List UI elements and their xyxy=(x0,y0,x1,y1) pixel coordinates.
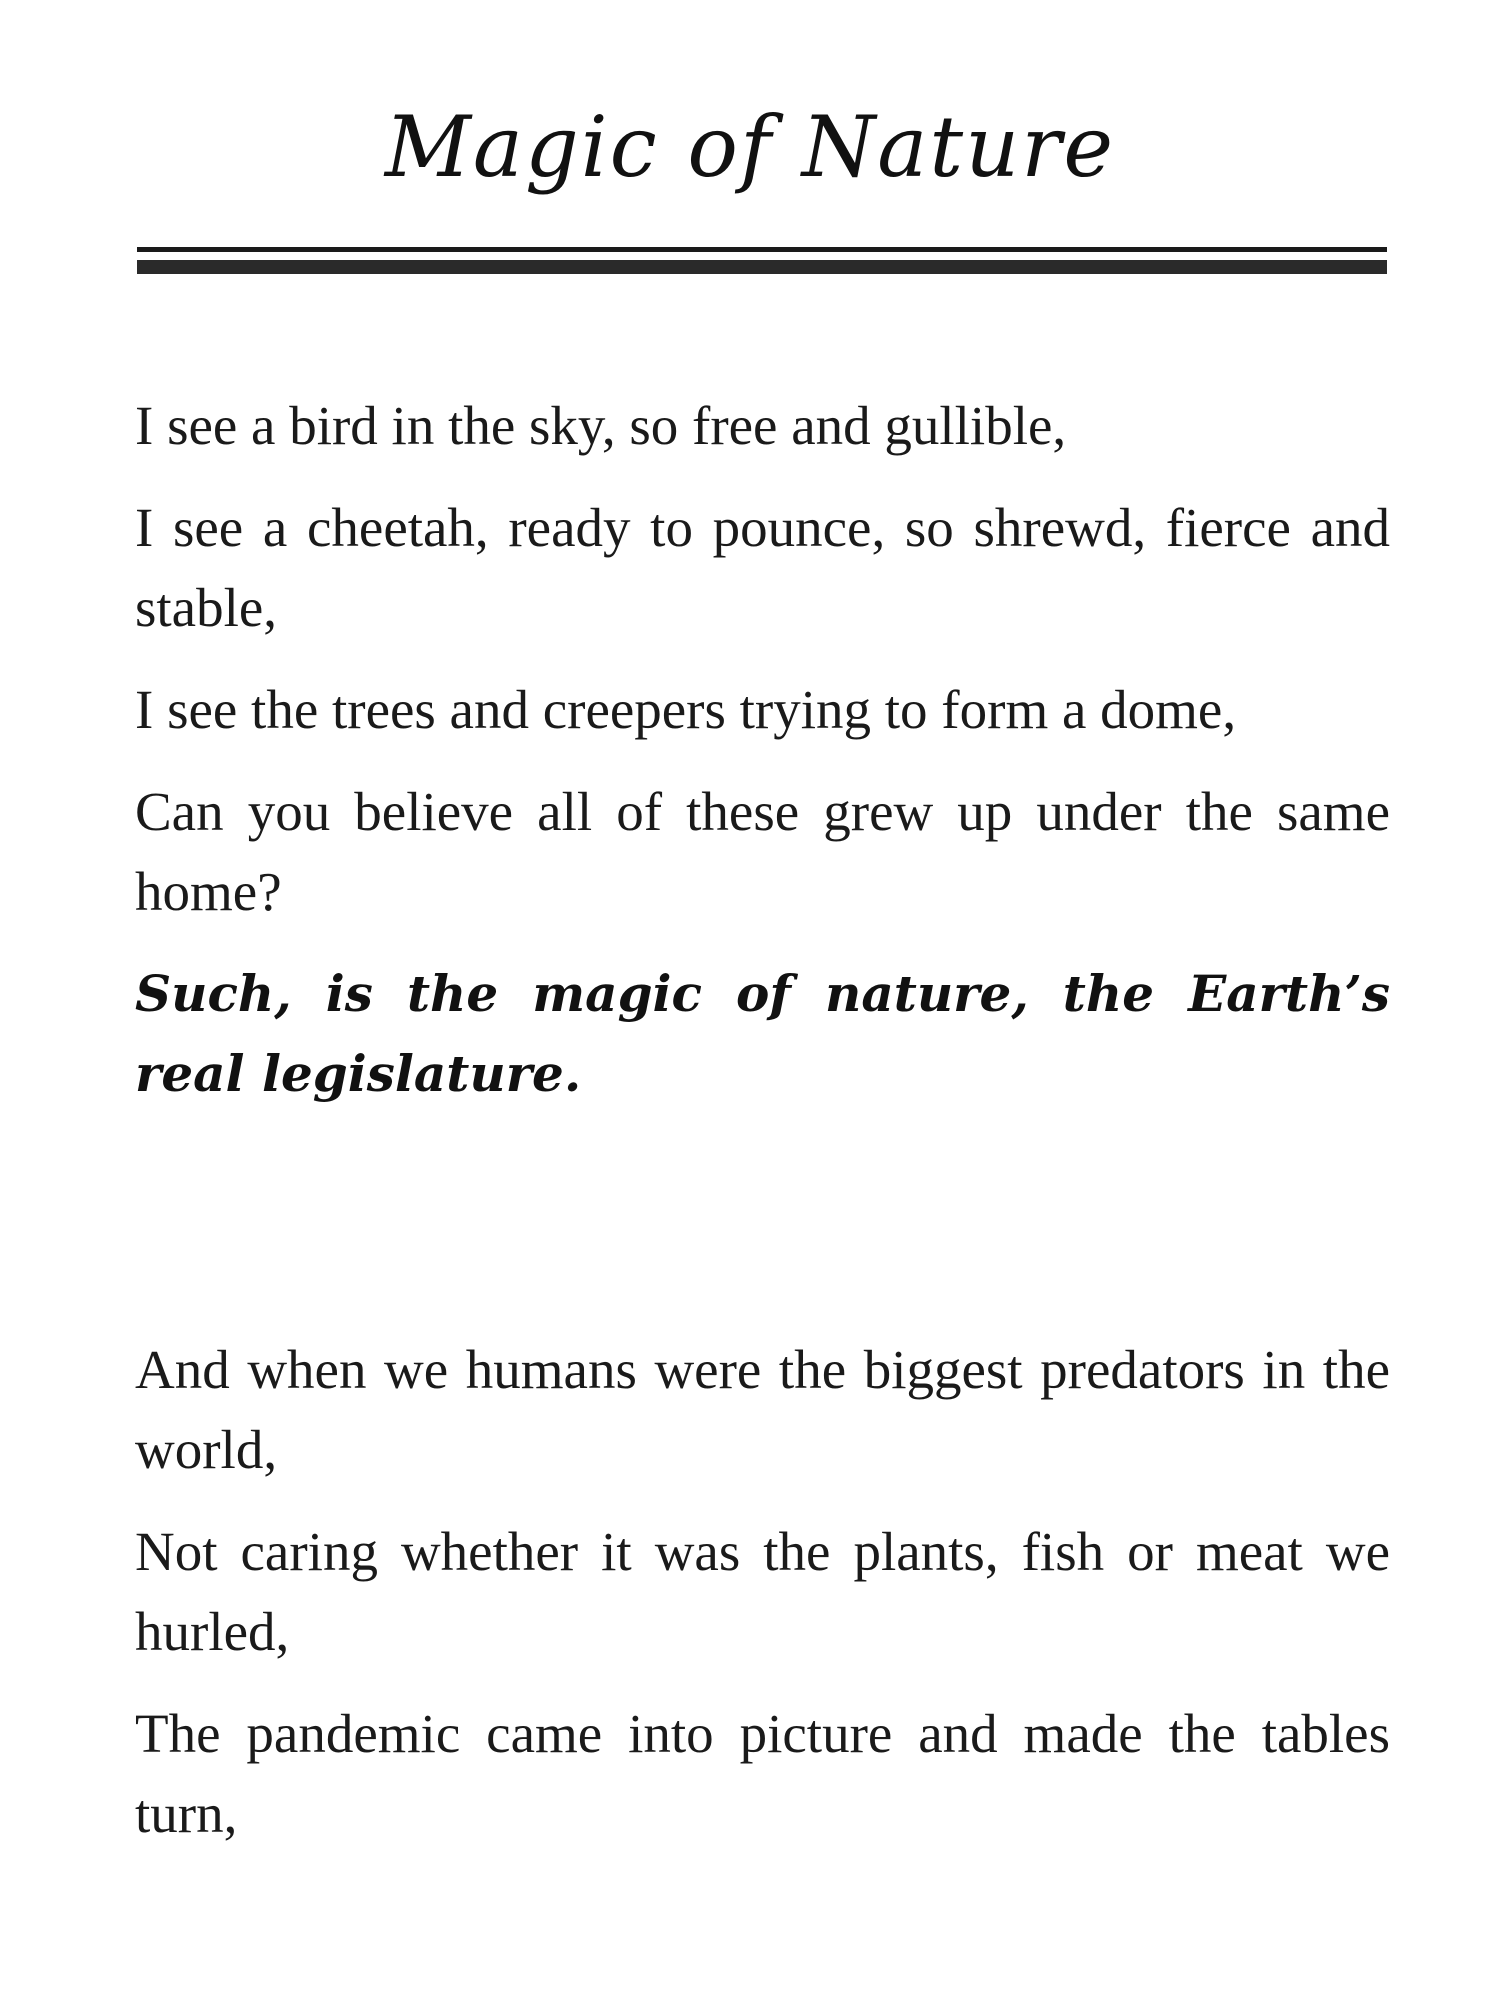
stanza-1 xyxy=(135,386,1390,1136)
poem-title: Magic of Nature xyxy=(384,98,1116,196)
verse-line: The pandemic came into picture and made the tables turn, xyxy=(135,1703,1390,1844)
verse-line: I see a cheetah, ready to pounce, so shrewd, fierce and stable, xyxy=(135,497,1390,638)
verse-line: Can you believe all of these grew up under the same home? xyxy=(135,781,1390,922)
verse-line: I see the trees and creepers trying to form a dome, xyxy=(135,679,1237,740)
stanza-2 xyxy=(135,1330,1390,1876)
title-divider-thin xyxy=(137,247,1387,252)
verse-line: I see a bird in the sky, so free and gullible, xyxy=(135,395,1067,456)
verse-line: And when we humans were the biggest predators in the world, xyxy=(135,1339,1390,1480)
emphasized-verse-line: Such, is the magic of nature, the Earth’s real legislature. xyxy=(135,964,1390,1103)
verse-line: Not caring whether it was the plants, fish or meat we hurled, xyxy=(135,1521,1390,1662)
title-divider-thick xyxy=(137,260,1387,274)
